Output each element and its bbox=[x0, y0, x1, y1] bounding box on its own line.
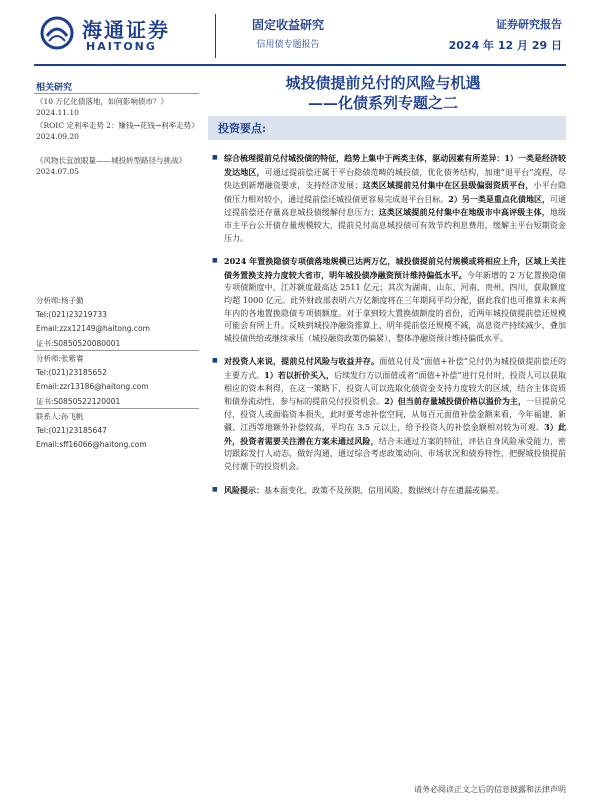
analyst-name: 分析师:张紫睿 bbox=[36, 354, 84, 363]
logo bbox=[40, 14, 200, 54]
sidebar-rule bbox=[34, 350, 199, 351]
analyst-tel: Tel:(021)23185652 bbox=[36, 368, 107, 378]
contact-block bbox=[36, 410, 201, 453]
analyst-email[interactable]: Email:zzr13186@haitong.com bbox=[36, 382, 149, 392]
analyst-email[interactable]: Email:zzx12149@haitong.com bbox=[36, 324, 150, 334]
sidebar-rule bbox=[34, 408, 199, 409]
footer-disclaimer: 请务必阅读正文之后的信息披露和法律声明 bbox=[414, 785, 566, 794]
related-item[interactable]: 《风物长宜放眼量——城投转型路径与挑战》 2024.07.05 bbox=[36, 156, 186, 176]
contact-name: 联系人:孙飞帆 bbox=[36, 412, 84, 421]
bullet-point: ■ 对投资人来说，提前兑付风险与收益并存。面值兑付及“面值+补偿”兑付仍为城投债提前偿还的主要方式。1）若以折价买入，后续发行方以面值或者“面值+补偿”进行兑付时，投资人可以获取相应的资本利得，在这一策略下，投资人可以选取化债资金支持力度较大的区域，结合主体资质和债券流动性，参与标的提前兑付投资机会。2）但当前存量城投债价格以溢价为主，一旦提前兑付，投资人或面临资本损失，此时要考虑补偿空间，从每百元面值补偿金额来看，今年福建、新疆、江西等地额外补偿较高，平均在 3.5 元以上，给予投资人的补偿金额相对较为可观。3）此外，投资者需要关注潜在方案未通过风险，结合未通过方案的特征，评估自身风险承受能力，密切跟踪发行人动态，做好沟通，通过综合考虑政策动向、市场状况和债券特性，把握城投债提前兑付潮下的投资机会。 bbox=[212, 355, 566, 473]
analyst-block bbox=[36, 294, 201, 351]
report-subcategory: 信用债专题报告 bbox=[256, 40, 320, 50]
related-item[interactable]: 《10 万亿化债落地，如何影响债市？》 2024.11.10 bbox=[36, 97, 168, 117]
report-subtitle: ——化债系列专题之二 bbox=[307, 94, 458, 112]
report-title: 城投债提前兑付的风险与机遇 bbox=[285, 74, 481, 92]
related-item[interactable]: 《ROIC 定利率走势 2：赚钱→花钱→利率走势》 2024.09.20 bbox=[36, 121, 199, 141]
analyst-name: 分析师:杨子勤 bbox=[36, 296, 84, 305]
header-divider bbox=[215, 14, 216, 58]
report-date: 2024 年 12 月 29 日 bbox=[448, 39, 562, 52]
header-rule bbox=[34, 64, 566, 66]
bullet-point: ■ 综合梳理提前兑付城投债的特征，趋势上集中于两类主体，驱动因素有所差异：1）一类是经济较发达地区，可通过提前偿还属于平台隐债范畴的城投债，优化债务结构，加速“退平台”流程，尽快达到新增融资要求，支持经济发展；这类区域提前兑付集中在区县级偏弱资质平台，小平台隐债压力相对较小，通过提前偿还城投债更容易完成退平台目标。2）另一类是重点化债地区，可通过提前偿还存量高息城投债缓解付息压力；这类区域提前兑付集中在地级市中高评级主体，地级市主平台公开债存量规模较大，提前兑付高息城投债可有效节约利息费用，缓解主平台短期资金压力。 bbox=[212, 152, 566, 245]
report-type: 证券研究报告 bbox=[496, 18, 562, 31]
analyst-block bbox=[36, 352, 201, 409]
logo-text-en: HAITONG bbox=[86, 40, 157, 53]
key-points-label: 投资要点: bbox=[218, 122, 267, 135]
bullet-point: ■ 2024 年置换隐债专项债落地规模已达两万亿，城投债提前兑付规模或将相应上升，区域上关注债务置换支持力度较大省市，明年城投债净融资预计维持偏低水平。今年新增的 2 万亿置换隐债专项债额度中，江苏额度最高达 2511 亿元；其次为湖南、山东、河南、贵州、四川，获取额度均超 1000 亿元。此外财政部表明六万亿额度将在三年期间平均分配，据此我们也可推算未来两年内的各地置换隐债专项债额度。对于拿到较大置换债额度的省份，近两年城投债提前偿还规模可能会有所上升。反映到城投净融资推算上，明年提前偿还规模不减，高息资产持续减少，叠加城投债供给或继续承压（城投融资政策仍偏紧），整体净融资预计维持偏低水平。 bbox=[212, 255, 566, 345]
contact-email[interactable]: Email:sff16066@haitong.com bbox=[36, 440, 147, 450]
related-research-heading: 相关研究 bbox=[36, 83, 73, 93]
haitong-logo-icon bbox=[40, 16, 74, 50]
contact-tel: Tel:(021)23185647 bbox=[36, 426, 107, 436]
analyst-cert: 证书:S0850520080001 bbox=[36, 338, 121, 348]
analyst-cert: 证书:S0850522120001 bbox=[36, 396, 121, 406]
sidebar-rule bbox=[34, 93, 199, 94]
key-points-list bbox=[212, 152, 566, 507]
logo-text-cn: 海通证券 bbox=[82, 18, 170, 42]
bullet-point: ■ 风险提示：基本面变化、政策不及预期、信用风险、数据统计存在遗漏或偏差。 bbox=[212, 484, 566, 498]
analyst-tel: Tel:(021)23219733 bbox=[36, 310, 107, 320]
report-category: 固定收益研究 bbox=[251, 18, 324, 32]
